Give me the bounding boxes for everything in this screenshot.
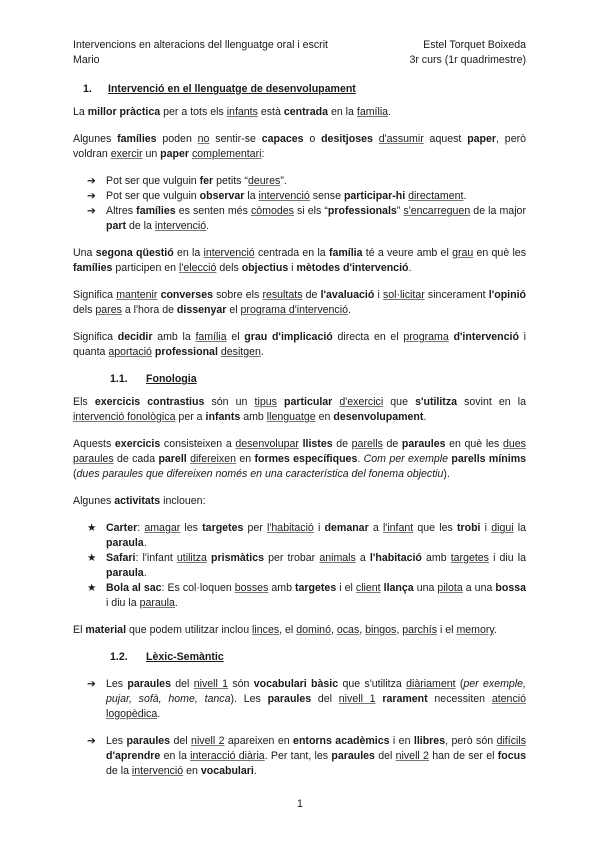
teacher-name: Mario xyxy=(73,54,100,66)
arrow-bullet-icon: ➔ xyxy=(87,678,96,690)
list-item: ★ Safari: l'infant utilitza prismàtics per trobar animals a l'habitació amb targetes i diu la paraula. xyxy=(87,552,527,579)
page-header xyxy=(73,38,526,68)
course-title: Intervencions en alteracions del llenguatge oral i escrit xyxy=(73,39,328,51)
section-heading-1-1: 1.1. Fonologia xyxy=(110,373,197,385)
list-item: ★ Bola al sac: Es col·loquen bosses amb targetes i el client llança una pilota a una bossa i diu la paraula. xyxy=(87,582,527,609)
star-bullet-icon: ★ xyxy=(87,582,97,594)
list-item: ➔ Altres famílies es senten més còmodes si els “professionals” s'encarreguen de la major part de la intervenció. xyxy=(87,205,526,232)
paragraph: Significa decidir amb la família el grau d'implicació directa en el programa d'intervenció i quanta aportació professional desitgen. xyxy=(73,331,527,358)
list-item: ➔ Pot ser que vulguin observar la intervenció sense participar-hi directament. xyxy=(87,190,467,202)
arrow-bullet-icon: ➔ xyxy=(87,190,96,202)
section-heading-1-2: 1.2. Lèxic-Semàntic xyxy=(110,651,224,663)
course-term: 3r curs (1r quadrimestre) xyxy=(409,54,526,66)
arrow-bullet-icon: ➔ xyxy=(87,735,96,747)
paragraph: Aquests exercicis consisteixen a desenvolupar llistes de parells de paraules en què les dues paraules de cada parell difereixen en formes específiques. Com per exemple parells mínims (dues paraules que difereixen només en una característica del fonema objectiu). xyxy=(73,438,527,480)
paragraph: Algunes activitats inclouen: xyxy=(73,495,206,507)
list-item: ➔ Pot ser que vulguin fer petits “deures”. xyxy=(87,175,287,187)
paragraph: El material que podem utilitzar inclou linces, el dominó, ocas, bingos, parchís i el memory. xyxy=(73,624,497,636)
bullet-list xyxy=(73,677,526,722)
paragraph: La millor pràctica per a tots els infants està centrada en la família. xyxy=(73,106,392,118)
bullet-list xyxy=(73,734,526,779)
arrow-bullet-icon: ➔ xyxy=(87,175,96,187)
arrow-bullet-icon: ➔ xyxy=(87,205,96,217)
paragraph: Una segona qüestió en la intervenció centrada en la família té a veure amb el grau en què les famílies participen en l'elecció dels objectius i mètodes d'intervenció. xyxy=(73,247,527,274)
bullet-list xyxy=(73,174,526,234)
list-item: ★ Carter: amagar les targetes per l'habitació i demanar a l'infant que les trobi i digui la paraula. xyxy=(87,522,527,549)
star-bullet-icon: ★ xyxy=(87,522,97,534)
page-number: 1 xyxy=(297,798,303,810)
list-item: ➔ Les paraules del nivell 2 apareixen en entorns acadèmics i en llibres, però són difícils d'aprendre en la interacció diària. Per tant, les paraules del nivell 2 han de ser el focus de la intervenció en vocabulari. xyxy=(87,735,526,777)
paragraph: Algunes famílies poden no sentir-se capaces o desitjoses d'assumir aquest paper, però voldran exercir un paper complementari: xyxy=(73,133,527,160)
paragraph: Significa mantenir converses sobre els resultats de l'avaluació i sol·licitar sincerament l'opinió dels pares a l'hora de dissenyar el programa d'intervenció. xyxy=(73,289,526,316)
author-name: Estel Torquet Boixeda xyxy=(423,39,526,51)
list-item: ➔ Les paraules del nivell 1 són vocabulari bàsic que s'utilitza diàriament (per exemple, pujar, sofà, home, tanca). Les paraules del nivell 1 rarament necessiten atenció logopèdica. xyxy=(87,678,526,720)
star-bullet-icon: ★ xyxy=(87,552,97,564)
paragraph: Els exercicis contrastius són un tipus particular d'exercici que s'utilitza sovint en la intervenció fonològica per a infants amb llenguatge en desenvolupament. xyxy=(73,396,526,423)
document-body xyxy=(73,82,526,779)
activity-list xyxy=(73,521,526,611)
section-heading-1: 1. Intervenció en el llenguatge de desenvolupament xyxy=(83,83,356,95)
